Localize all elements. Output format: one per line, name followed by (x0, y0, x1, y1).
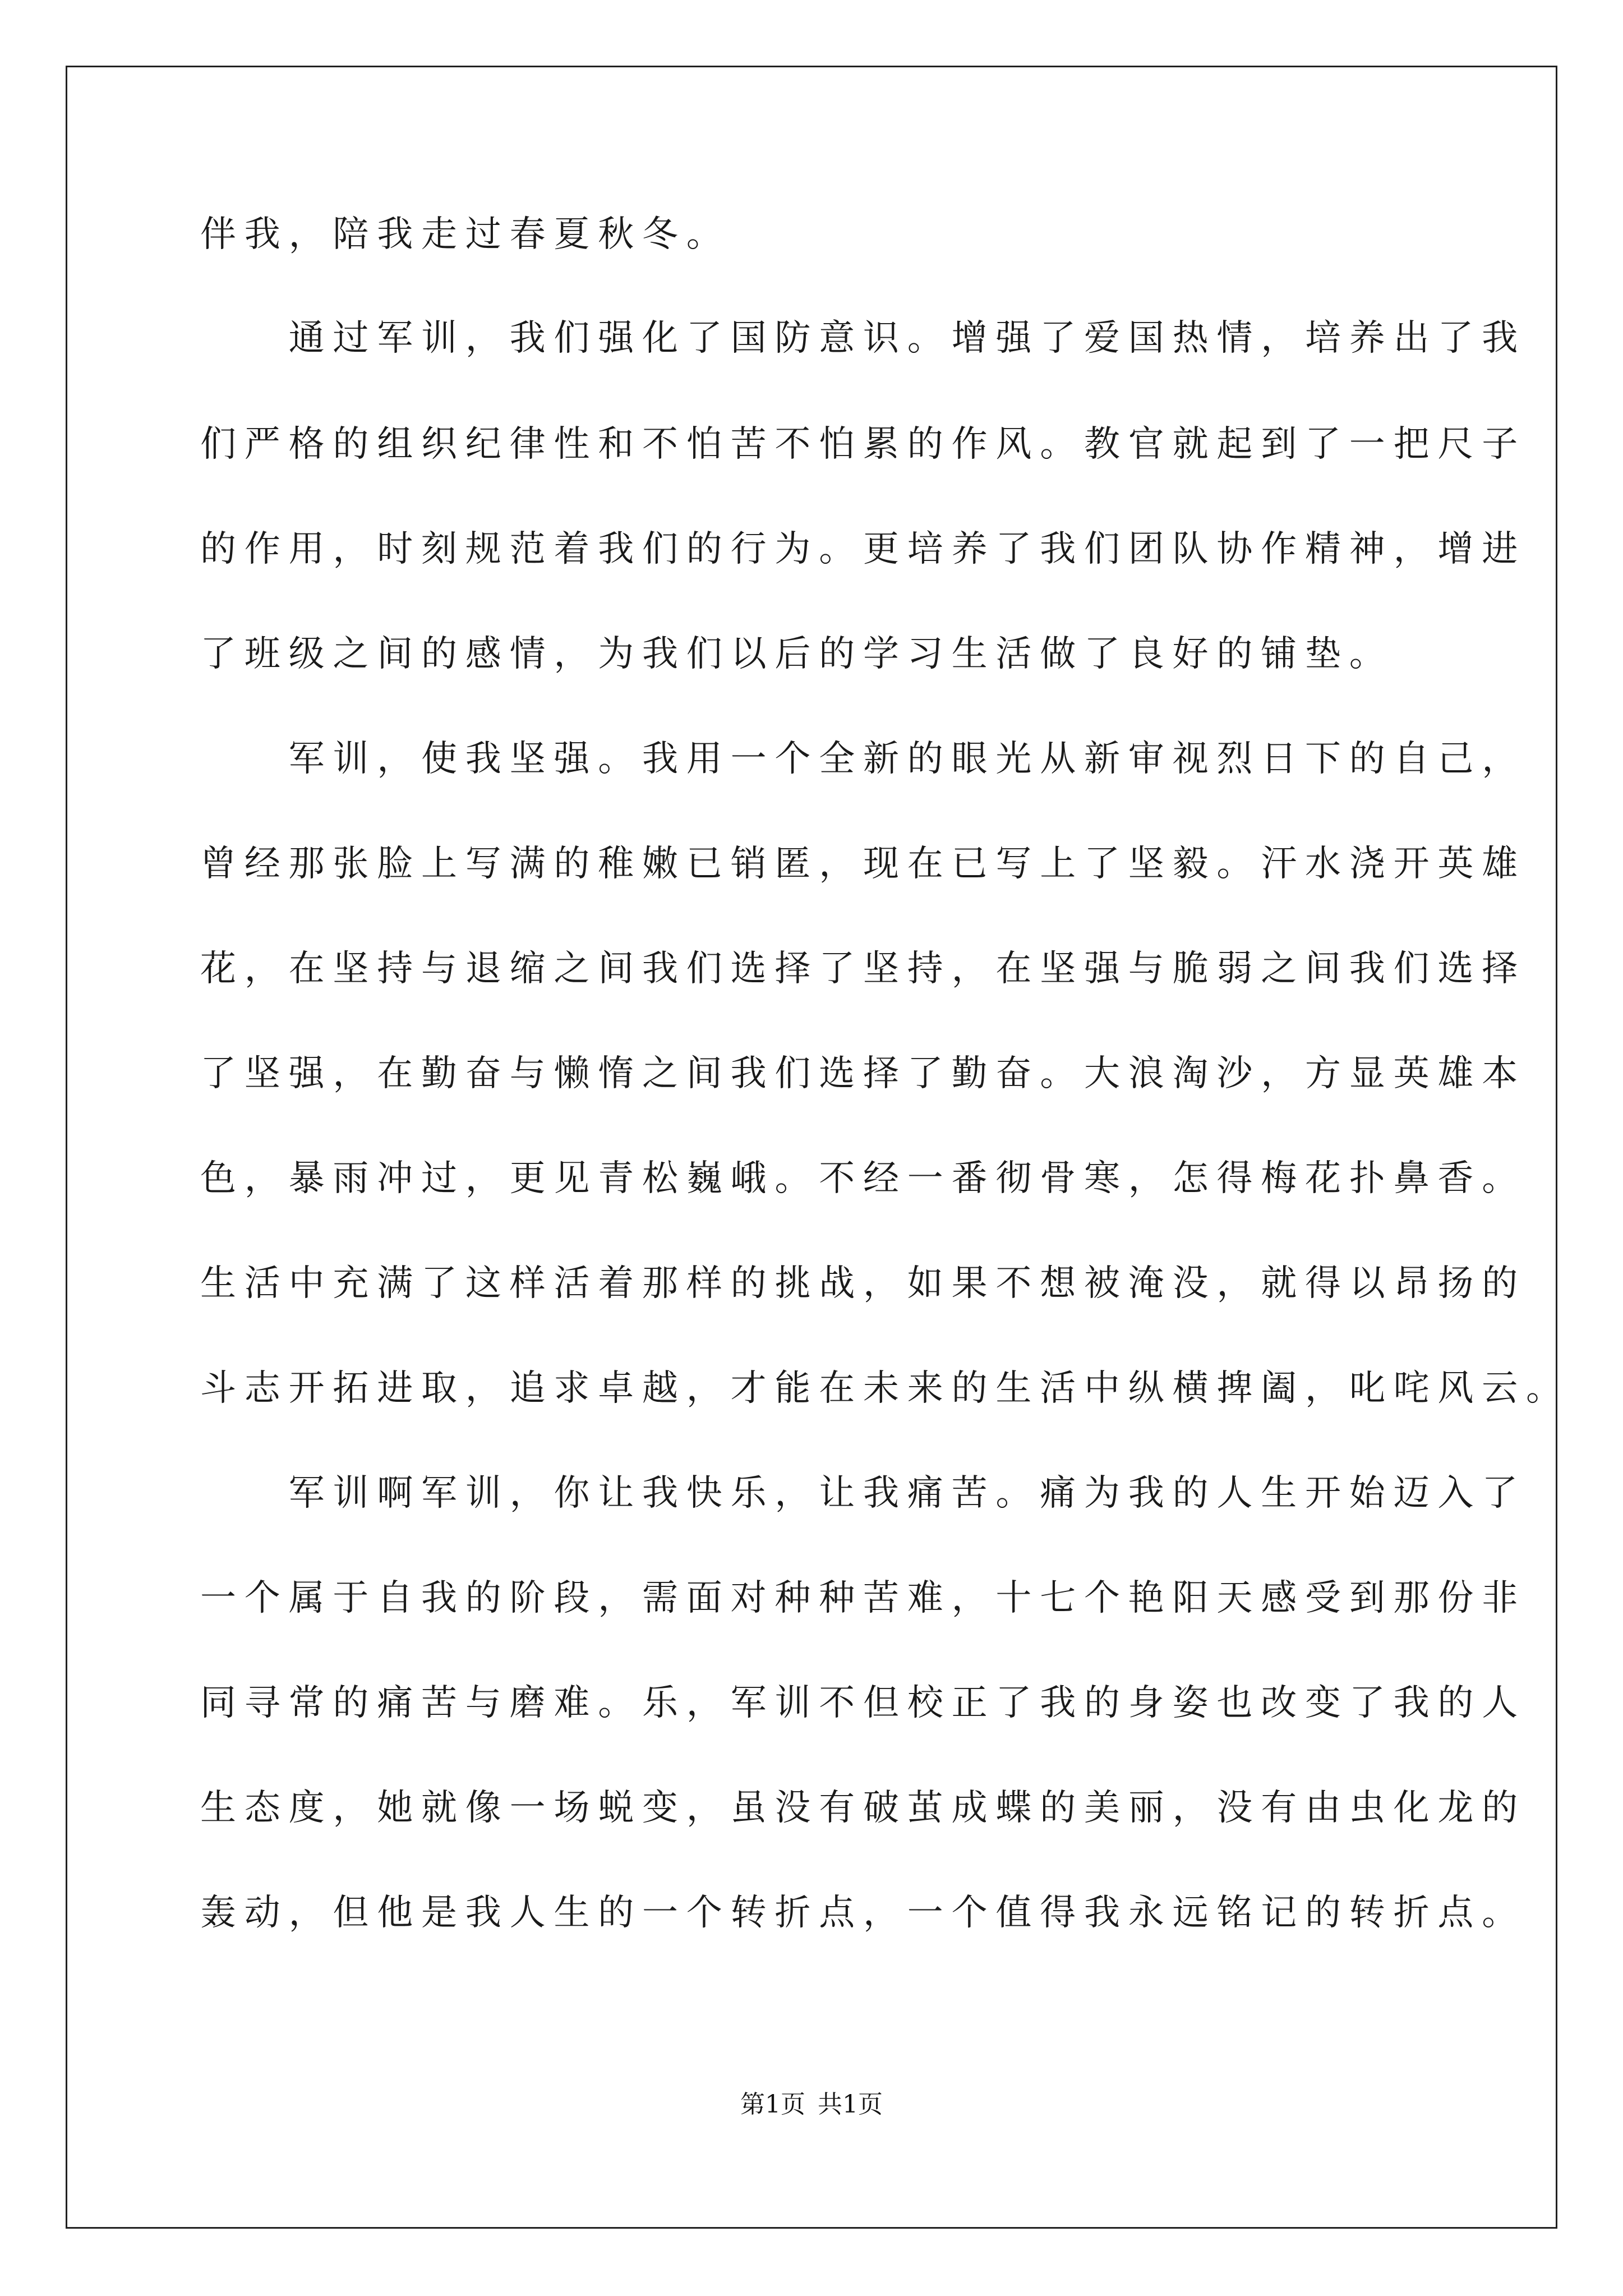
text-line: 一个属于自我的阶段，需面对种种苦难，十七个艳阳天感受到那份非 (200, 1577, 1526, 1619)
page-total: 共1页 (818, 2090, 883, 2119)
text-line: 军训啊军训，你让我快乐，让我痛苦。痛为我的人生开始迈入了 (200, 1473, 1526, 1514)
text-line: 了坚强，在勤奋与懒惰之间我们选择了勤奋。大浪淘沙，方显英雄本 (200, 1053, 1526, 1094)
text-line: 花，在坚持与退缩之间我们选择了坚持，在坚强与脆弱之间我们选择 (200, 948, 1526, 990)
text-line: 色，暴雨冲过，更见青松巍峨。不经一番彻骨寒，怎得梅花扑鼻香。 (200, 1158, 1526, 1199)
text-line: 生态度，她就像一场蜕变，虽没有破茧成蝶的美丽，没有由虫化龙的 (200, 1787, 1526, 1829)
text-line: 曾经那张脸上写满的稚嫩已销匿，现在已写上了坚毅。汗水浇开英雄 (200, 843, 1526, 885)
text-line: 伴我，陪我走过春夏秋冬。 (200, 214, 731, 255)
text-line: 轰动，但他是我人生的一个转折点，一个值得我永远铭记的转折点。 (200, 1892, 1526, 1934)
text-line: 军训，使我坚强。我用一个全新的眼光从新审视烈日下的自己， (200, 738, 1526, 780)
page-footer (0, 2089, 1623, 2120)
text-line: 斗志开拓进取，追求卓越，才能在未来的生活中纵横捭阖，叱咤风云。 (200, 1368, 1570, 1409)
text-line: 了班级之间的感情，为我们以后的学习生活做了良好的铺垫。 (200, 633, 1394, 675)
page-number: 第1页 (740, 2090, 805, 2119)
text-line: 们严格的组织纪律性和不怕苦不怕累的作风。教官就起到了一把尺子 (200, 424, 1526, 465)
text-line: 同寻常的痛苦与磨难。乐，军训不但校正了我的身姿也改变了我的人 (200, 1682, 1526, 1724)
text-line: 生活中充满了这样活着那样的挑战，如果不想被淹没，就得以昂扬的 (200, 1263, 1526, 1304)
text-line: 通过军训，我们强化了国防意识。增强了爱国热情，培养出了我 (200, 318, 1526, 359)
text-line: 的作用，时刻规范着我们的行为。更培养了我们团队协作精神，增进 (200, 528, 1526, 570)
